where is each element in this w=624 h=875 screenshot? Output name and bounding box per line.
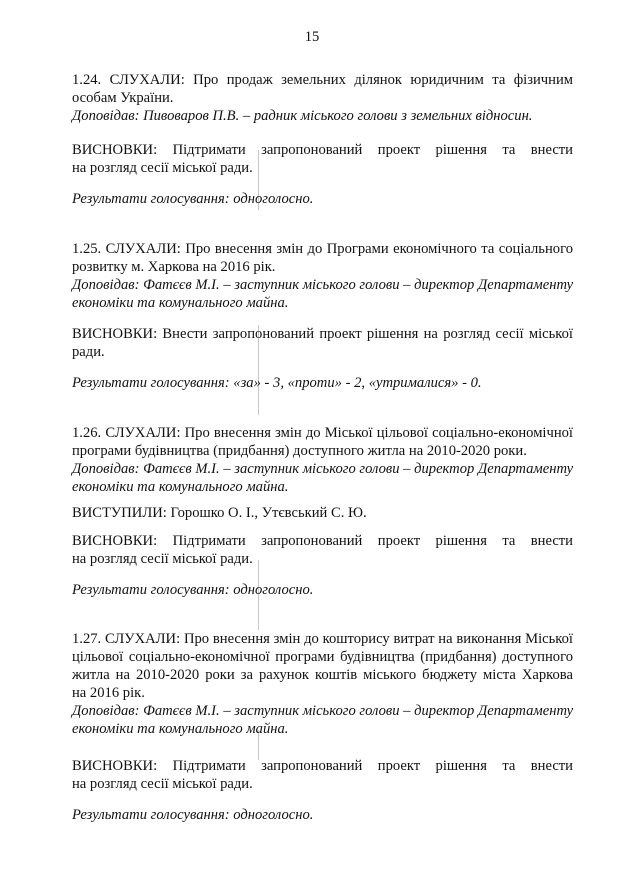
conclusions-line: на розгляд сесії міської ради.: [72, 551, 253, 567]
heard-line: житла на 2010-2020 роки за рахунок коштів міського бюджету міста Харкова: [72, 667, 573, 683]
reporter-line: Доповідав: Фатєєв М.І. – заступник міського голови – директор Департаменту: [72, 277, 574, 293]
heard-line: 1.24. СЛУХАЛИ: Про продаж земельних ділянок юридичним та фізичним: [72, 72, 573, 88]
conclusions-line: ВИСНОВКИ: Підтримати запропонований проект рішення та внести: [72, 533, 573, 549]
conclusions-line: на розгляд сесії міської ради.: [72, 160, 253, 176]
vote-result: Результати голосування: одноголосно.: [72, 582, 314, 598]
conclusions-line: ВИСНОВКИ: Підтримати запропонований проект рішення та внести: [72, 142, 573, 158]
heard-line: 1.26. СЛУХАЛИ: Про внесення змін до Міської цільової соціально-економічної: [72, 425, 573, 441]
heard-line: 1.25. СЛУХАЛИ: Про внесення змін до Програми економічного та соціального: [72, 241, 573, 257]
reporter-line: Доповідав: Фатєєв М.І. – заступник міського голови – директор Департаменту: [72, 703, 574, 719]
conclusions-line: ради.: [72, 344, 105, 360]
reporter-line: економіки та комунального майна.: [72, 479, 289, 495]
vote-result: Результати голосування: одноголосно.: [72, 807, 314, 823]
heard-line: особам України.: [72, 90, 174, 106]
vote-result: Результати голосування: «за» - 3, «проти» - 2, «утрималися» - 0.: [72, 375, 482, 391]
heard-line: програми будівництва (придбання) доступного житла на 2010-2020 роки.: [72, 443, 527, 459]
reporter-line: економіки та комунального майна.: [72, 721, 289, 737]
vote-result: Результати голосування: одноголосно.: [72, 191, 314, 207]
heard-line: на 2016 рік.: [72, 685, 145, 701]
reporter-line: Доповідав: Фатєєв М.І. – заступник міського голови – директор Департаменту: [72, 461, 574, 477]
conclusions-line: ВИСНОВКИ: Підтримати запропонований проект рішення та внести: [72, 758, 573, 774]
page-number: 15: [304, 29, 320, 45]
reporter-line: Доповідав: Пивоваров П.В. – радник міського голови з земельних відносин.: [72, 108, 533, 124]
conclusions-line: ВИСНОВКИ: Внести запропонований проект рішення на розгляд сесії міської: [72, 326, 573, 342]
heard-line: 1.27. СЛУХАЛИ: Про внесення змін до кошторису витрат на виконання Міської: [72, 631, 573, 647]
heard-line: цільової соціально-економічної програми будівництва (придбання) доступного: [72, 649, 573, 665]
reporter-line: економіки та комунального майна.: [72, 295, 289, 311]
speakers-line: ВИСТУПИЛИ: Горошко О. І., Утєвський С. Ю.: [72, 505, 367, 521]
conclusions-line: на розгляд сесії міської ради.: [72, 776, 253, 792]
heard-line: розвитку м. Харкова на 2016 рік.: [72, 259, 276, 275]
